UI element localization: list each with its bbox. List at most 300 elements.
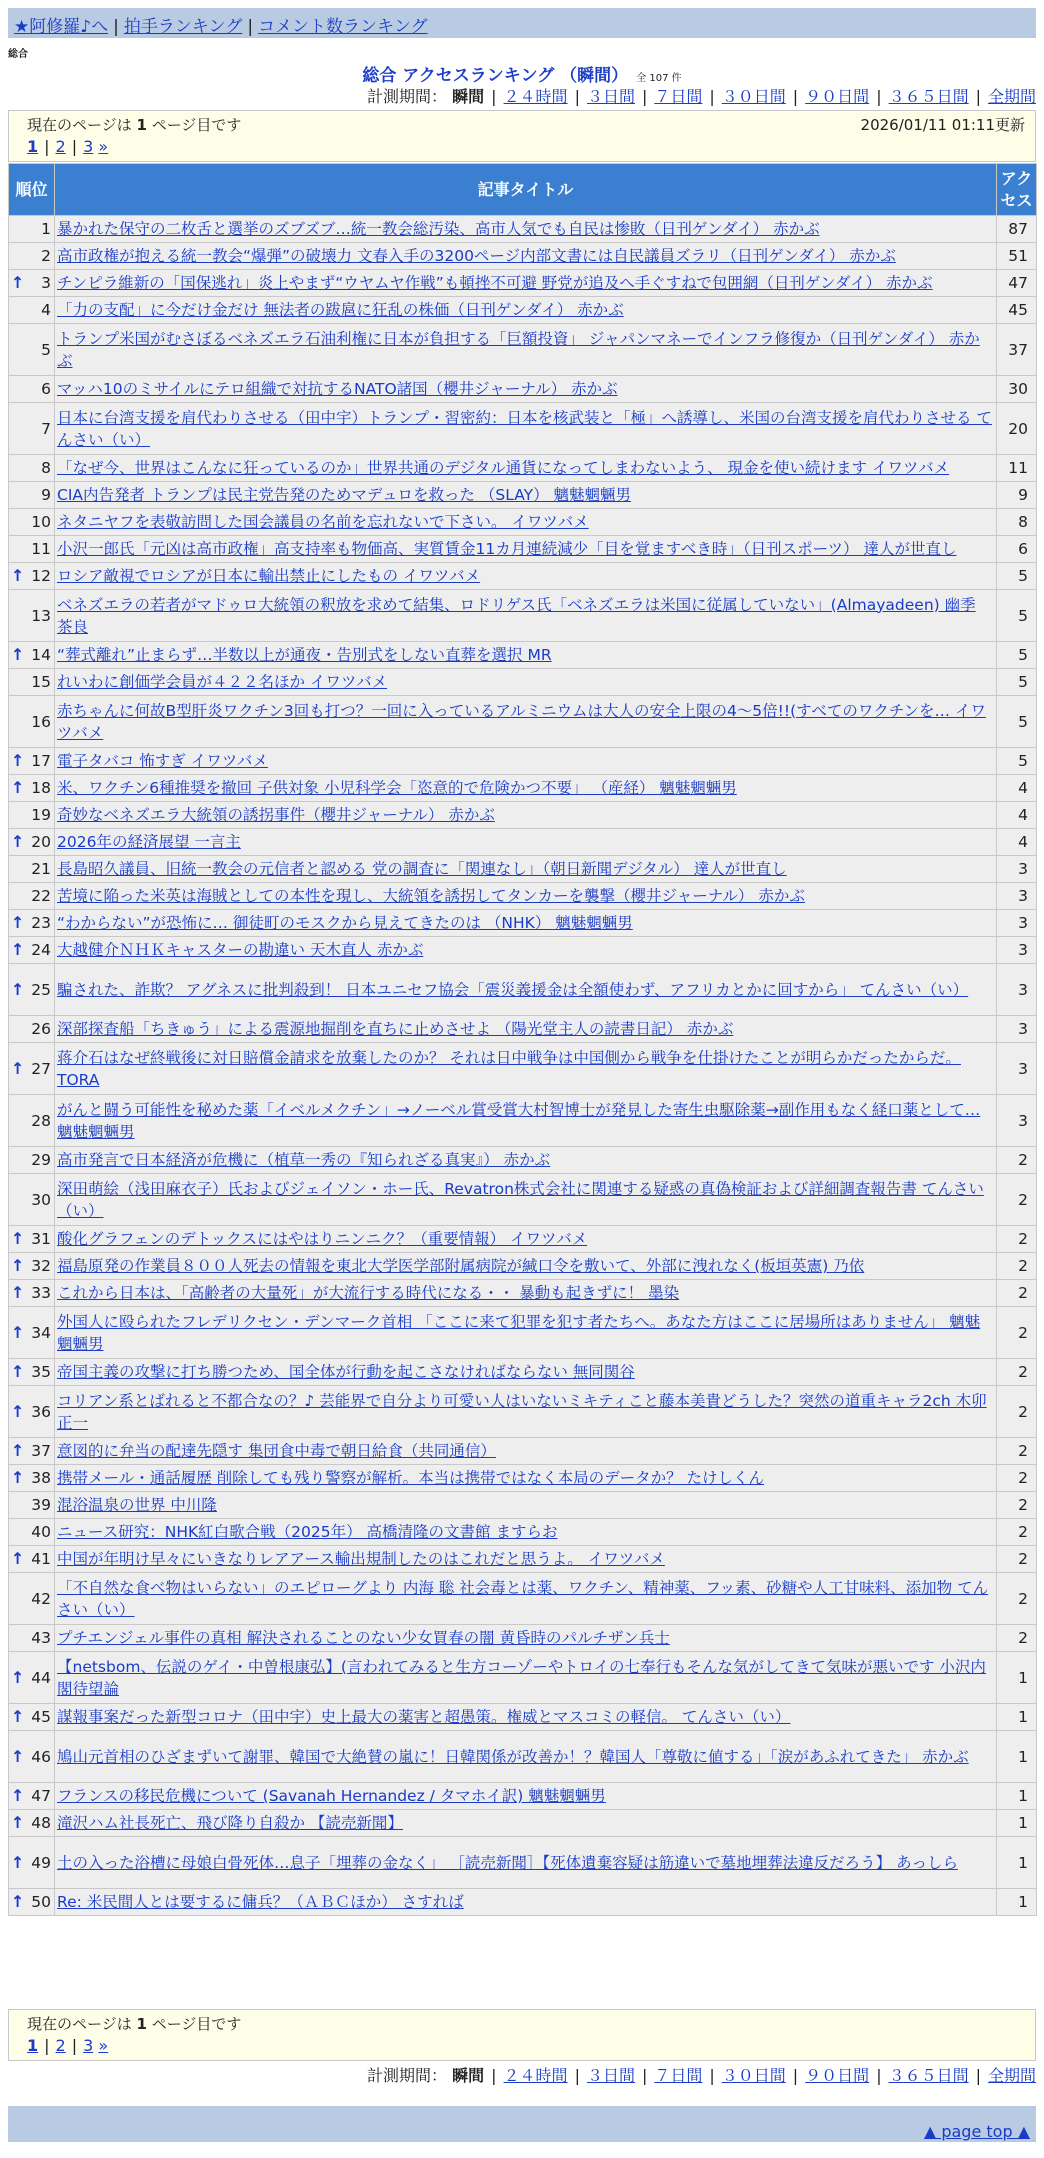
rank-cell (9, 802, 55, 829)
article-title-link[interactable]: 大越健介ＮＨＫキャスターの勘違い 天木直人 赤かぶ (57, 941, 424, 959)
rank-cell (9, 270, 55, 297)
access-count: 2 (997, 1280, 1037, 1307)
article-title-link[interactable]: 米、ワクチン6種推奨を撤回 子供対象 小児科学会「恣意的で危険かつ不要」 （産経） 魑魅魍魎男 (57, 779, 737, 797)
table-row (9, 1386, 1037, 1438)
pagination (27, 2035, 1025, 2057)
period-link[interactable]: ３日間 (586, 2066, 635, 2085)
table-row (9, 1731, 1037, 1783)
col-access-header: アクセス (997, 164, 1037, 216)
rank-cell (9, 482, 55, 509)
current-page-number: 1 (136, 2015, 147, 2033)
title-cell (55, 509, 997, 536)
article-title-link[interactable]: がんと闘う可能性を秘めた薬「イベルメクチン」→ノーベル賞受賞大村智博士が発見した寄生虫駆除薬→副作用もなく経口薬として… 魑魅魍魎男 (57, 1100, 981, 1141)
rank-number: 16 (31, 712, 51, 731)
rank-cell (9, 1519, 55, 1546)
table-row (9, 1226, 1037, 1253)
article-title-link[interactable]: 「不自然な食べ物はいらない」のエピローグより 内海 聡 社会毒とは薬、ワクチン、精神薬、フッ素、砂糖や人工甘味料、添加物 てんさい（い） (57, 1578, 989, 1619)
table-row (9, 748, 1037, 775)
table-row (9, 910, 1037, 937)
access-count: 3 (997, 883, 1037, 910)
comment-ranking-link[interactable]: コメント数ランキング (258, 17, 428, 37)
rank-cell (9, 216, 55, 243)
up-arrow-icon: ↑ (11, 566, 25, 585)
article-title-link[interactable]: Re: 米民間人とは要するに傭兵？（ＡＢＣほか） さすれば (57, 1893, 464, 1911)
rank-cell (9, 376, 55, 403)
rank-cell (9, 829, 55, 856)
article-title-link[interactable]: 土の入った浴槽に母娘白骨死体…息子「埋葬の金なく」 ［読売新聞］【死体遺棄容疑は筋違いで墓地埋葬法違反だろう】 あっしら (57, 1853, 958, 1872)
article-title-link[interactable]: プチエンジェル事件の真相 解決されることのない少女買春の闇 黄昏時のパルチザン兵士 (57, 1629, 670, 1647)
article-title-link[interactable]: 電子タバコ 怖すぎ イワツバメ (57, 752, 268, 770)
article-title-link[interactable]: “わからない”が恐怖に… 御徒町のモスクから見えてきたのは （NHK） 魑魅魍魎男 (57, 914, 633, 932)
page-status-line (27, 2013, 1025, 2035)
rank-number: 6 (41, 380, 51, 398)
article-title-link[interactable]: 蒋介石はなぜ終戦後に対日賠償金請求を放棄したのか？ それは日中戦争は中国側から戦争を仕掛けたことが明らかだったからだ。 TORA (57, 1048, 961, 1089)
period-separator: | (491, 2066, 497, 2085)
article-title-link[interactable]: 日本に台湾支援を肩代わりさせる（田中宇）トランプ・習密約：日本を核武装と「極」へ誘導し、米国の台湾支援を肩代わりさせる てんさい（い） (57, 408, 992, 449)
access-count: 4 (997, 775, 1037, 802)
period-separator: | (975, 87, 981, 106)
article-title-link[interactable]: トランプ米国がむさぼるベネズエラ石油利権に日本が負担する「巨額投資」 ジャパンマネーでインフラ修復か（日刊ゲンダイ） 赤かぶ (57, 329, 980, 370)
access-count: 5 (997, 642, 1037, 669)
rank-cell (9, 964, 55, 1016)
up-arrow-icon: ↑ (11, 1892, 25, 1911)
article-title-link[interactable]: ベネズエラの若者がマドゥロ大統領の釈放を求めて結集、ロドリゲス氏「ベネズエラは米国に従属していない」(Almayadeen) 幽季 茶良 (57, 595, 976, 636)
up-arrow-icon: ↑ (11, 1786, 25, 1805)
title-cell (55, 1280, 997, 1307)
title-cell (55, 829, 997, 856)
table-row (9, 1174, 1037, 1226)
rank-cell (9, 536, 55, 563)
period-link[interactable]: ３６５日間 (888, 87, 969, 106)
table-row (9, 1465, 1037, 1492)
article-title-link[interactable]: 奇妙なベネズエラ大統領の誘拐事件（櫻井ジャーナル） 赤かぶ (57, 806, 495, 824)
rank-cell (9, 563, 55, 590)
table-row (9, 1280, 1037, 1307)
current-page-pre: 現在のページは (27, 2015, 137, 2033)
nav-separator: | (113, 17, 119, 37)
period-link[interactable]: ７日間 (654, 87, 703, 106)
table-row (9, 590, 1037, 642)
article-title-link[interactable]: 深田萌絵（浅田麻衣子）氏およびジェイソン・ホー氏、Revatron株式会社に関連する疑惑の真偽検証および詳細調査報告書 てんさい（い） (57, 1179, 984, 1220)
table-row (9, 1043, 1037, 1095)
access-count: 4 (997, 829, 1037, 856)
access-count: 2 (997, 1465, 1037, 1492)
title-cell (55, 1573, 997, 1625)
period-selector-top (367, 84, 1036, 107)
access-count: 2 (997, 1174, 1037, 1226)
article-title-link[interactable]: 謀報事案だった新型コロナ（田中宇）史上最大の薬害と超愚策。権威とマスコミの軽信。 てんさい（い） (57, 1708, 791, 1726)
table-row (9, 1147, 1037, 1174)
access-count: 1 (997, 1704, 1037, 1731)
rank-cell (9, 1280, 55, 1307)
up-arrow-icon: ↑ (11, 1229, 25, 1248)
home-link[interactable]: ★阿修羅♪へ (14, 17, 109, 37)
page-separator: | (71, 137, 78, 156)
article-title-link[interactable]: 2026年の経済展望 一言主 (57, 833, 241, 851)
table-row (9, 563, 1037, 590)
title-cell (55, 1704, 997, 1731)
period-separator: | (792, 2066, 799, 2085)
rank-number: 35 (31, 1363, 51, 1381)
period-link[interactable]: ３０日間 (721, 2066, 786, 2085)
table-row (9, 1889, 1037, 1916)
period-separator: | (574, 87, 580, 106)
period-separator: | (792, 87, 799, 106)
rank-number: 12 (31, 567, 51, 585)
article-title-link[interactable]: ニュース研究：NHK紅白歌合戦（2025年） 高橋清隆の文書館 ますらお (57, 1523, 558, 1541)
table-row (9, 642, 1037, 669)
current-page-text (27, 2013, 241, 2035)
access-count: 1 (997, 1652, 1037, 1704)
access-count: 3 (997, 1043, 1037, 1095)
table-row (9, 1546, 1037, 1573)
up-arrow-icon: ↑ (11, 1667, 25, 1687)
article-title-link[interactable]: コリアン系とばれると不都合なの？♪ 芸能界で自分より可愛い人はいないミキティこと藤本美貴どうした？突然の道重キャラ2ch 木卯正一 (57, 1391, 987, 1432)
up-arrow-icon: ↑ (11, 832, 25, 851)
rank-cell (9, 1731, 55, 1783)
title-cell (55, 1492, 997, 1519)
rank-number: 20 (31, 833, 51, 851)
rank-cell (9, 243, 55, 270)
title-cell (55, 324, 997, 376)
title-cell (55, 455, 997, 482)
period-link[interactable]: ３６５日間 (888, 2066, 969, 2085)
up-arrow-icon: ↑ (11, 1549, 25, 1568)
title-cell (55, 642, 997, 669)
article-title-link[interactable]: 混浴温泉の世界 中川隆 (57, 1496, 217, 1514)
up-arrow-icon: ↑ (11, 940, 25, 959)
next-page-link[interactable]: » (98, 137, 109, 156)
page-link[interactable]: 2 (55, 2036, 66, 2055)
access-count: 3 (997, 1095, 1037, 1147)
period-link[interactable]: 全期間 (987, 2066, 1036, 2085)
table-row (9, 669, 1037, 696)
pagination (27, 136, 1025, 158)
period-selector-bottom (367, 2063, 1036, 2086)
up-arrow-icon: ↑ (11, 1441, 25, 1460)
period-separator: | (975, 2066, 981, 2085)
top-nav-bar (8, 8, 1036, 38)
rank-cell (9, 1783, 55, 1810)
table-row (9, 1492, 1037, 1519)
category-label: 総合 (8, 49, 28, 60)
title-cell (55, 883, 997, 910)
rank-cell (9, 1492, 55, 1519)
access-count: 5 (997, 590, 1037, 642)
title-cell (55, 1810, 997, 1837)
page-link[interactable]: 3 (83, 2036, 94, 2055)
article-title-link[interactable]: 中国が年明け早々にいきなりレアアース輸出規制したのはこれだと思うよ。 イワツバメ (57, 1550, 665, 1568)
rank-number: 42 (31, 1589, 51, 1608)
table-row (9, 856, 1037, 883)
title-cell (55, 216, 997, 243)
title-cell (55, 775, 997, 802)
article-title-link[interactable]: 福島原発の作業員８００人死去の情報を東北大学医学部附属病院が緘口令を敷いて、外部に洩れなく(板垣英憲) 乃依 (57, 1257, 865, 1275)
title-cell (55, 1465, 997, 1492)
rank-cell (9, 1573, 55, 1625)
access-count: 2 (997, 1438, 1037, 1465)
current-page-text (27, 114, 241, 136)
up-arrow-icon: ↑ (11, 1283, 25, 1302)
article-title-link[interactable]: 「力の支配」に今だけ金だけ 無法者の跋扈に狂乱の株価（日刊ゲンダイ） 赤かぶ (57, 301, 624, 319)
current-page-number: 1 (136, 116, 147, 134)
title-cell (55, 964, 997, 1016)
rank-number: 23 (31, 914, 51, 932)
rank-number: 24 (31, 941, 51, 959)
article-title-link[interactable]: 「なぜ今、世界はこんなに狂っているのか」世界共通のデジタル通貨になってしまわないよう、 現金を使い続けます イワツバメ (57, 459, 950, 477)
rank-cell (9, 1147, 55, 1174)
access-count: 2 (997, 1359, 1037, 1386)
rank-number: 41 (31, 1550, 51, 1568)
table-row (9, 1016, 1037, 1043)
table-row (9, 455, 1037, 482)
page-separator: | (44, 137, 50, 156)
article-title-link[interactable]: 深部探査船「ちきゅう」による震源地掘削を直ちに止めさせよ （陽光堂主人の読書日記） 赤かぶ (57, 1020, 734, 1038)
access-count: 37 (997, 324, 1037, 376)
up-arrow-icon: ↑ (11, 979, 25, 999)
total-count: 全 107 件 (636, 73, 682, 84)
page-link[interactable]: 2 (55, 137, 66, 156)
rank-cell (9, 590, 55, 642)
table-row (9, 1359, 1037, 1386)
access-count: 2 (997, 1226, 1037, 1253)
rank-number: 18 (31, 779, 51, 797)
title-cell (55, 1731, 997, 1783)
rank-number: 7 (41, 419, 51, 438)
rank-cell (9, 910, 55, 937)
rank-cell (9, 297, 55, 324)
hakushu-ranking-link[interactable]: 拍手ランキング (123, 17, 243, 37)
article-title-link[interactable]: 赤ちゃんに何故B型肝炎ワクチン3回も打つ？一回に入っているアルミニウムは大人の安全上限の4～5倍!!(すべてのワクチンを… イワツバメ (57, 701, 986, 742)
access-count: 3 (997, 964, 1037, 1016)
title-cell (55, 1889, 997, 1916)
access-count: 9 (997, 482, 1037, 509)
article-title-link[interactable]: 外国人に殴られたフレデリクセン・デンマーク首相 「ここに来て犯罪を犯す者たちへ。あなた方はここに居場所はありません」 魑魅魍魎男 (57, 1312, 981, 1353)
period-link[interactable]: ９０日間 (805, 87, 870, 106)
rank-number: 25 (31, 980, 51, 999)
rank-cell (9, 883, 55, 910)
period-separator: | (491, 87, 497, 106)
rank-number: 36 (31, 1402, 51, 1421)
rank-cell (9, 642, 55, 669)
page-separator: | (71, 2036, 78, 2055)
article-title-link[interactable]: フランスの移民危機について (Savanah Hernandez / タマホイ訳) 魑魅魍魎男 (57, 1787, 606, 1805)
up-arrow-icon: ↑ (11, 1362, 25, 1381)
page-link[interactable]: 1 (27, 2036, 39, 2055)
access-count: 3 (997, 1016, 1037, 1043)
article-title-link[interactable]: 高市発言で日本経済が危機に（植草一秀の『知られざる真実』） 赤かぶ (57, 1151, 551, 1169)
updated-timestamp: 2026/01/11 01:11更新 (860, 116, 1025, 134)
rank-number: 26 (31, 1020, 51, 1038)
table-row (9, 297, 1037, 324)
article-title-link[interactable]: これから日本は、「高齢者の大量死」が大流行する時代になる・・ 暴動も起きずに！ 墨染 (57, 1284, 680, 1302)
table-row (9, 1095, 1037, 1147)
title-cell (55, 482, 997, 509)
page-info-top (8, 110, 1036, 162)
title-cell (55, 1625, 997, 1652)
rank-number: 28 (31, 1111, 51, 1130)
article-title-link[interactable]: “葬式離れ”止まらず…半数以上が通夜・告別式をしない直葬を選択 MR (57, 646, 552, 664)
rank-number: 48 (31, 1814, 51, 1832)
up-arrow-icon: ↑ (11, 1707, 25, 1726)
rank-number: 33 (31, 1284, 51, 1302)
up-arrow-icon: ↑ (11, 1058, 25, 1078)
period-link[interactable]: ２４時間 (503, 2066, 568, 2085)
article-title-link[interactable]: 【netsbom、伝説のゲイ・中曽根康弘】(言われてみると生方コーゾーやトロイの七奉行もそんな気がしてきて気味が悪いです 小沢内閣待望論 (57, 1657, 986, 1698)
access-count: 87 (997, 216, 1037, 243)
period-link[interactable]: ３日間 (586, 87, 635, 106)
rank-number: 19 (31, 806, 51, 824)
title-cell (55, 1359, 997, 1386)
table-row (9, 1573, 1037, 1625)
table-row (9, 1704, 1037, 1731)
article-title-link[interactable]: れいわに創価学会員が４２２名ほか イワツバメ (57, 673, 388, 691)
rank-cell (9, 1837, 55, 1889)
rank-number: 14 (31, 646, 51, 664)
rank-number: 4 (41, 301, 51, 319)
period-separator: | (641, 87, 648, 106)
rank-number: 17 (31, 752, 51, 770)
article-title-link[interactable]: マッハ10のミサイルにテロ組織で対抗するNATO諸国（櫻井ジャーナル） 赤かぶ (57, 380, 618, 398)
period-link[interactable]: ７日間 (654, 2066, 703, 2085)
page-link[interactable]: 3 (83, 137, 94, 156)
title-cell (55, 1307, 997, 1359)
article-title-link[interactable]: 高市政権が抱える統一教会“爆弾”の破壊力 文春入手の3200ページ内部文書には自民議員ズラリ（日刊ゲンダイ） 赤かぶ (57, 247, 896, 265)
up-arrow-icon: ↑ (11, 913, 25, 932)
rank-number: 13 (31, 606, 51, 625)
page-status-line (27, 114, 1025, 136)
access-count: 6 (997, 536, 1037, 563)
access-count: 1 (997, 1731, 1037, 1783)
access-count: 47 (997, 270, 1037, 297)
article-title-link[interactable]: 長島昭久議員、旧統一教会の元信者と認める 党の調査に「関連なし」（朝日新聞デジタル） 達人が世直し (57, 860, 787, 878)
access-count: 2 (997, 1519, 1037, 1546)
article-title-link[interactable]: ロシア敵視でロシアが日本に輸出禁止にしたもの イワツバメ (57, 567, 481, 585)
current-page-pre: 現在のページは (27, 116, 137, 134)
table-row (9, 1625, 1037, 1652)
rank-number: 1 (41, 220, 51, 238)
title-cell (55, 1226, 997, 1253)
period-label: 計測期間： (367, 87, 448, 106)
title-cell (55, 376, 997, 403)
period-link[interactable]: ９０日間 (805, 2066, 870, 2085)
rank-cell (9, 937, 55, 964)
rank-number: 38 (31, 1469, 51, 1487)
article-title-link[interactable]: 鳩山元首相のひざまずいて謝罪、韓国で大絶賛の嵐に！日韓関係が改善か！？韓国人「尊敬に値する」「涙があふれてきた」 赤かぶ (57, 1747, 969, 1766)
article-title-link[interactable]: 滝沢ハム社長死亡、飛び降り自殺か 【読売新聞】 (57, 1814, 403, 1832)
article-title-link[interactable]: 酸化グラフェンのデトックスにはやはりニンニク？（重要情報） イワツバメ (57, 1230, 588, 1248)
access-count: 5 (997, 748, 1037, 775)
table-row (9, 216, 1037, 243)
rank-cell (9, 1810, 55, 1837)
table-row (9, 696, 1037, 748)
article-title-link[interactable]: CIA内告発者 トランプは民主党告発のためマデュロを救った （SLAY） 魑魅魍魎男 (57, 486, 632, 504)
period-separator: | (876, 87, 882, 106)
page-info-bottom (8, 2009, 1036, 2061)
page-link[interactable]: 1 (27, 137, 39, 156)
title-cell (55, 1519, 997, 1546)
rank-cell (9, 775, 55, 802)
article-title-link[interactable]: 暴かれた保守の二枚舌と選挙のズブズブ…統一教会総汚染、高市人気でも自民は惨敗（日刊ゲンダイ） 赤かぶ (57, 220, 820, 238)
col-rank-header: 順位 (9, 164, 55, 216)
article-title-link[interactable]: ネタニヤフを表敬訪問した国会議員の名前を忘れないで下さい。 イワツバメ (57, 513, 589, 531)
access-count: 5 (997, 563, 1037, 590)
access-count: 3 (997, 910, 1037, 937)
rank-cell (9, 696, 55, 748)
access-count: 1 (997, 1810, 1037, 1837)
table-row (9, 1307, 1037, 1359)
title-cell (55, 1253, 997, 1280)
rank-cell (9, 1043, 55, 1095)
rank-number: 21 (31, 860, 51, 878)
table-row (9, 775, 1037, 802)
title-cell (55, 1043, 997, 1095)
title-cell (55, 1837, 997, 1889)
col-title-header: 記事タイトル (55, 164, 997, 216)
rank-cell (9, 1438, 55, 1465)
up-arrow-icon: ↑ (11, 1852, 25, 1872)
table-row (9, 802, 1037, 829)
next-page-link[interactable]: » (98, 2036, 109, 2055)
rank-cell (9, 1226, 55, 1253)
rank-number: 10 (31, 513, 51, 531)
rank-cell (9, 1465, 55, 1492)
access-count: 45 (997, 297, 1037, 324)
period-link[interactable]: ３０日間 (721, 87, 786, 106)
page-top-link[interactable]: ▲ page top ▲ (923, 2122, 1030, 2141)
access-count: 4 (997, 802, 1037, 829)
rank-number: 47 (31, 1787, 51, 1805)
access-count: 1 (997, 1837, 1037, 1889)
title-cell (55, 1174, 997, 1226)
period-current: 瞬間 (452, 87, 485, 106)
table-header-row (9, 164, 1037, 216)
table-row (9, 403, 1037, 455)
article-title-link[interactable]: 小沢一郎氏「元凶は高市政権」高支持率も物価高、実質賃金11カ月連続減少「目を覚ますべき時」（日刊スポーツ） 達人が世直し (57, 540, 957, 558)
rank-number: 29 (31, 1151, 51, 1169)
access-count: 8 (997, 509, 1037, 536)
article-title-link[interactable]: 苦境に陥った米英は海賊としての本性を現し、大統領を誘拐してタンカーを襲撃（櫻井ジャーナル） 赤かぶ (57, 887, 805, 905)
rank-number: 46 (31, 1747, 51, 1766)
rank-number: 45 (31, 1708, 51, 1726)
rank-cell (9, 455, 55, 482)
title-cell (55, 696, 997, 748)
rank-cell (9, 1546, 55, 1573)
table-row (9, 270, 1037, 297)
period-link[interactable]: 全期間 (987, 87, 1036, 106)
access-count: 11 (997, 455, 1037, 482)
article-title-link[interactable]: チンピラ維新の「国保逃れ」炎上やまず“ウヤムヤ作戦”も頓挫不可避 野党が追及へ手ぐすねで包囲網（日刊ゲンダイ） 赤かぶ (57, 274, 933, 292)
title-cell (55, 1386, 997, 1438)
article-title-link[interactable]: 携帯メール・通話履歴 削除しても残り警察が解析。本当は携帯ではなく本局のデータか？ たけしくん (57, 1469, 765, 1487)
rank-number: 8 (41, 459, 51, 477)
rank-number: 44 (31, 1668, 51, 1687)
period-link[interactable]: ２４時間 (503, 87, 568, 106)
title-cell (55, 1783, 997, 1810)
rank-number: 9 (41, 486, 51, 504)
access-count: 5 (997, 696, 1037, 748)
table-row (9, 536, 1037, 563)
period-separator: | (709, 87, 715, 106)
article-title-link[interactable]: 騙された、詐欺？ アグネスに批判殺到！ 日本ユニセフ協会「震災義援金は全額使わず、アフリカとかに回すから」 てんさい（い） (57, 980, 969, 999)
nav-separator: | (247, 17, 254, 37)
article-title-link[interactable]: 帝国主義の攻撃に打ち勝つため、国全体が行動を起こさなければならない 無同関谷 (57, 1363, 635, 1381)
period-separator: | (876, 2066, 882, 2085)
table-row (9, 1810, 1037, 1837)
access-count: 5 (997, 669, 1037, 696)
article-title-link[interactable]: 意図的に弁当の配達先隠す 集団食中毒で朝日給食（共同通信） (57, 1442, 496, 1460)
rank-number: 30 (31, 1190, 51, 1209)
